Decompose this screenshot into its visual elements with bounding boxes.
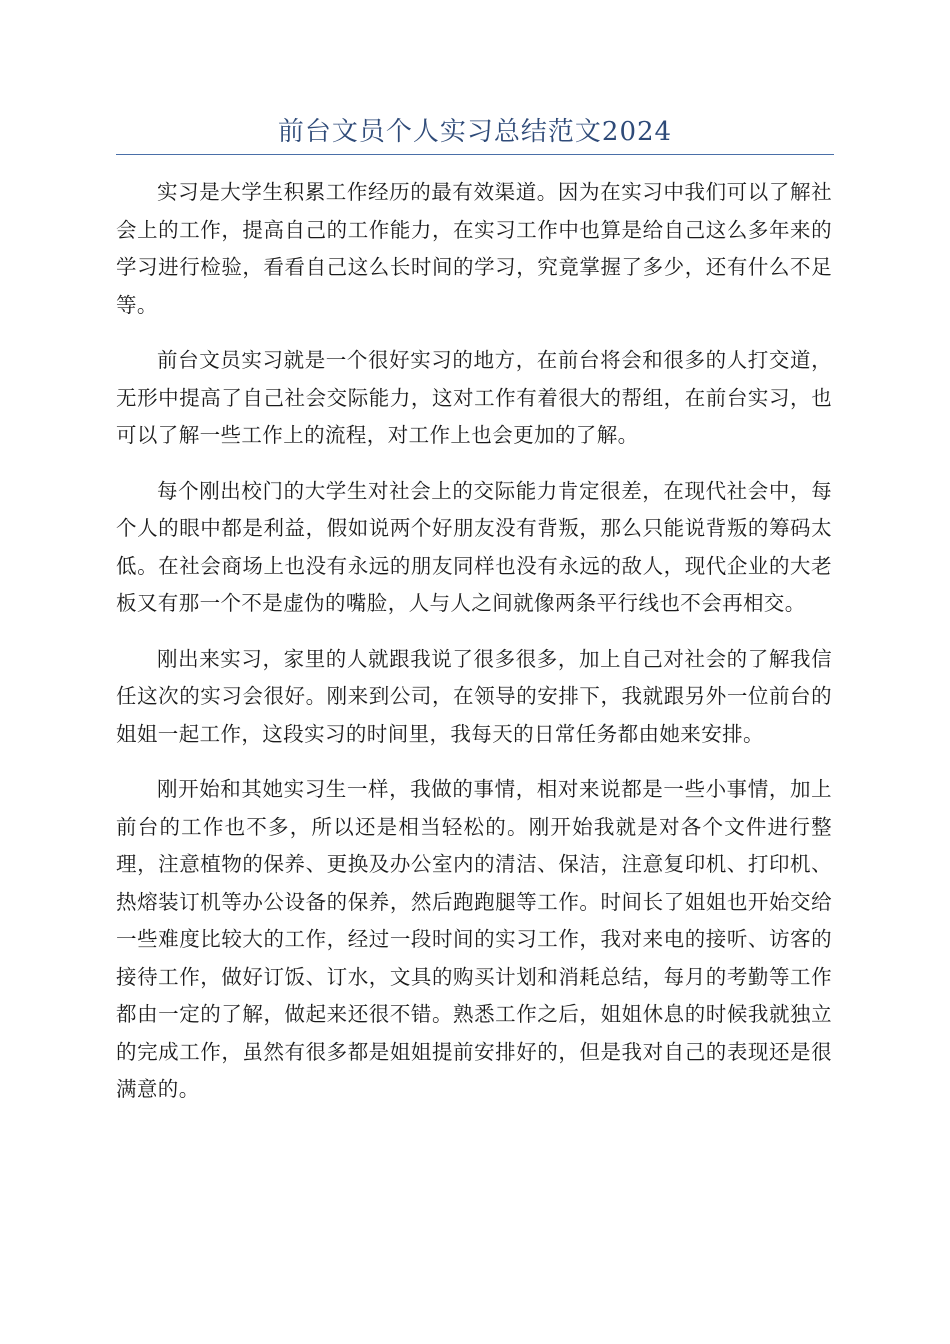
paragraph-1: 实习是大学生积累工作经历的最有效渠道。因为在实习中我们可以了解社会上的工作，提高自己的工作能力，在实习工作中也算是给自己这么多年来的学习进行检验，看看自己这么长时间的学习，究竟掌握了多少，还有什么不足等。 [116,180,832,317]
title-underline [116,154,834,155]
paragraph-4: 刚出来实习，家里的人就跟我说了很多很多，加上自己对社会的了解我信任这次的实习会很好。刚来到公司，在领导的安排下，我就跟另外一位前台的姐姐一起工作，这段实习的时间里，我每天的日常任务都由她来安排。 [116,646,832,746]
paragraph-5: 刚开始和其她实习生一样，我做的事情，相对来说都是一些小事情，加上前台的工作也不多，所以还是相当轻松的。刚开始我就是对各个文件进行整理，注意植物的保养、更换及办公室内的清洁、保洁，注意复印机、打印机、热熔装订机等办公设备的保养，然后跑跑腿等工作。时间长了姐姐也开始交给一些难度比较大的工作，经过一段时间的实习工作，我对来电的接听、访客的接待工作，做好订饭、订水，文具的购买计划和消耗总结，每月的考勤等工作都由一定的了解，做起来还很不错。熟悉工作之后，姐姐休息的时候我就独立的完成工作，虽然有很多都是姐姐提前安排好的，但是我对自己的表现还是很满意的。 [116,777,832,1101]
document-title: 前台文员个人实习总结范文2024 [277,117,673,147]
document-body [116,174,832,1127]
paragraph-3: 每个刚出校门的大学生对社会上的交际能力肯定很差，在现代社会中，每个人的眼中都是利益，假如说两个好朋友没有背叛，那么只能说背叛的筹码太低。在社会商场上也没有永远的朋友同样也没有永远的敌人，现代企业的大老板又有那一个不是虚伪的嘴脸，人与人之间就像两条平行线也不会再相交。 [116,478,832,615]
paragraph-2: 前台文员实习就是一个很好实习的地方，在前台将会和很多的人打交道，无形中提高了自己社会交际能力，这对工作有着很大的帮组，在前台实习，也可以了解一些工作上的流程，对工作上也会更加的了解。 [116,348,832,447]
